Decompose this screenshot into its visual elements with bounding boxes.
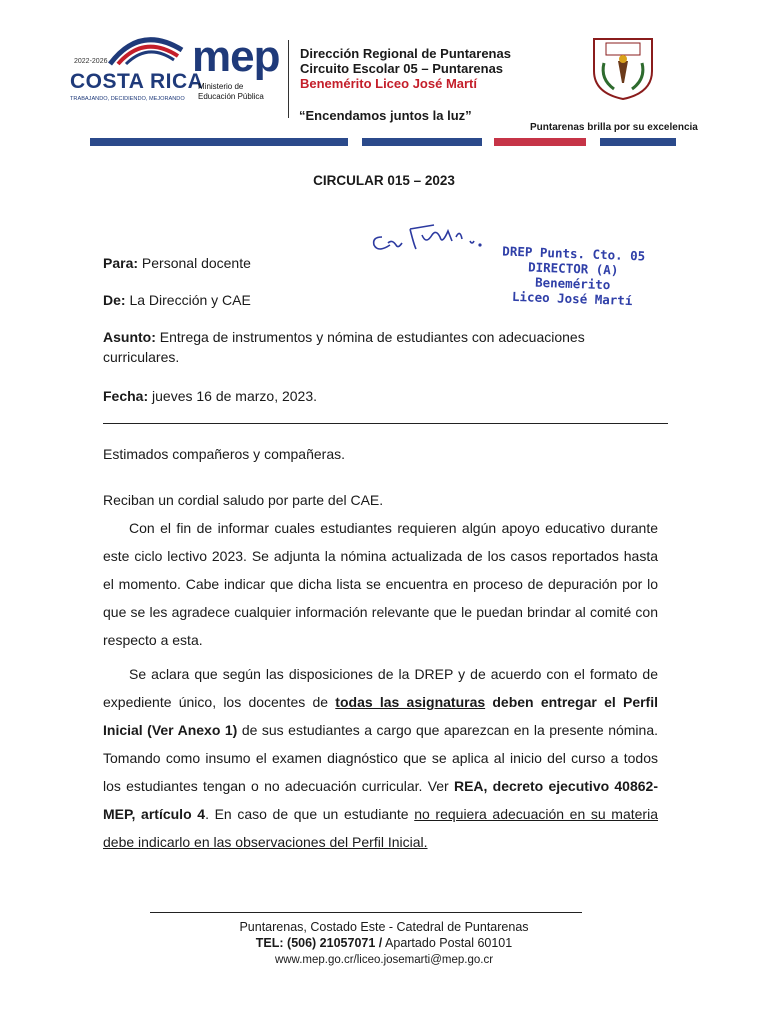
field-para xyxy=(103,253,251,273)
field-fecha-label: Fecha: xyxy=(103,388,149,404)
header-rule xyxy=(103,423,668,424)
paragraph-1 xyxy=(103,514,658,654)
field-asunto xyxy=(103,327,633,367)
footer-postal: Apartado Postal 60101 xyxy=(382,936,513,950)
field-para-value: Personal docente xyxy=(138,255,251,271)
paragraph-2-bold-profile: deben entregar el Perfil Inicial (Ver Anexo 1) xyxy=(103,694,658,738)
country-name: COSTA RICA xyxy=(70,70,204,93)
school-circuit: Circuito Escolar 05 – Puntarenas xyxy=(300,61,504,76)
field-fecha xyxy=(103,386,317,406)
circular-title: CIRCULAR 015 – 2023 xyxy=(313,173,455,188)
ministry-line-2: Educación Pública xyxy=(198,92,264,101)
header-bar-blue-1 xyxy=(90,138,348,146)
paragraph-2-text-1: Se aclara que según las disposiciones de la DREP y de acuerdo con el formato de expediente único, los docentes de xyxy=(103,666,658,710)
handwritten-signature xyxy=(370,215,485,255)
stamp-line-4: Liceo José Martí xyxy=(511,288,633,309)
school-tagline: Puntarenas brilla por su excelencia xyxy=(530,122,698,133)
mep-logo xyxy=(192,30,284,110)
mep-wordmark: mep xyxy=(192,32,280,81)
paragraph-2 xyxy=(103,660,658,856)
header-bar-red xyxy=(494,138,586,146)
field-de-value: La Dirección y CAE xyxy=(125,292,251,308)
regional-direction: Dirección Regional de Puntarenas xyxy=(300,46,511,61)
salutation: Reciban un cordial saludo por parte del CAE. xyxy=(103,492,384,508)
field-de xyxy=(103,290,251,310)
paragraph-2-text-2: de sus estudiantes a cargo que aparezcan en la presente nómina. Tomando como insumo el examen diagnóstico que se aplica al inicio del curso a todos los estudiantes tengan o no adecuación curricular. Ver xyxy=(103,722,659,794)
footer-address: Puntarenas, Costado Este - Catedral de Puntarenas xyxy=(239,920,529,934)
header-quote: “Encendamos juntos la luz” xyxy=(299,108,472,123)
paragraph-2-text-3: . En caso de que un estudiante xyxy=(205,806,415,822)
paragraph-1-text: Con el fin de informar cuales estudiantes requieren algún apoyo educativo durante este ciclo lectivo 2023. Se adjunta la nómina actualizada de los casos reportados hasta el momento. Cabe indicar que dicha lista se encuentra en proceso de depuración por lo que se les agradece cualquier información relevante que le puedan brindar al comité con respecto a esta. xyxy=(103,520,658,648)
footer-web: www.mep.go.cr/liceo.josemarti@mep.go.cr xyxy=(274,954,494,966)
field-de-label: De: xyxy=(103,292,126,308)
ministry-line-1: Ministerio de xyxy=(198,82,244,91)
ministry-name xyxy=(198,82,264,102)
field-asunto-value: Entrega de instrumentos y nómina de estudiantes con adecuaciones curriculares. xyxy=(103,329,585,365)
footer-contact xyxy=(0,935,768,951)
field-asunto-label: Asunto: xyxy=(103,329,156,345)
field-para-label: Para: xyxy=(103,255,139,271)
logo-years: 2022-2026 xyxy=(74,58,108,65)
header-divider xyxy=(288,40,289,118)
paragraph-2-bold-subjects: todas las asignaturas xyxy=(335,694,486,710)
stamp-line-3: Benemérito xyxy=(534,274,611,293)
stamp-line-1: DREP Punts. Cto. 05 xyxy=(502,243,646,264)
paragraph-2-underlined: no requiera adecuación en su materia debe indicarlo en las observaciones del Perfil Inicial. xyxy=(103,806,658,850)
institution-header xyxy=(300,46,511,91)
director-stamp xyxy=(487,243,659,309)
header-bar-blue-3 xyxy=(600,138,676,146)
school-name: Benemérito Liceo José Martí xyxy=(300,76,477,91)
field-fecha-value: jueves 16 de marzo, 2023. xyxy=(148,388,318,404)
paragraph-2-bold-rea: REA, decreto ejecutivo 40862-MEP, artículo 4 xyxy=(103,778,658,822)
country-motto: TRABAJANDO, DECIDIENDO, MEJORANDO xyxy=(70,96,185,102)
header-bar-blue-2 xyxy=(362,138,482,146)
stamp-line-2: DIRECTOR (A) xyxy=(527,259,619,278)
footer-tel: TEL: (506) 21057071 / xyxy=(255,936,383,950)
greeting: Estimados compañeros y compañeras. xyxy=(103,446,345,462)
costa-rica-logo xyxy=(70,30,204,110)
flag-stripes-icon xyxy=(106,30,186,66)
footer-rule xyxy=(150,912,582,913)
school-seal-icon xyxy=(590,35,656,101)
